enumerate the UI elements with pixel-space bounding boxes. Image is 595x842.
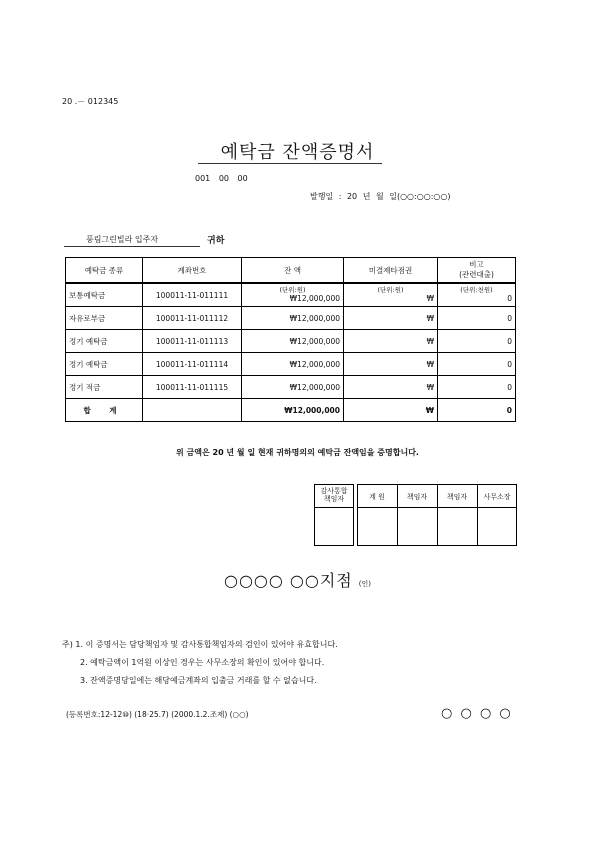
header-note [438,258,516,284]
row-check: ₩ [344,353,438,376]
auditor-label-line1: 감사통합 [320,487,348,495]
recipient-honorific: 귀하 [207,236,225,246]
row-check: ₩ [344,330,438,353]
row-note-cell [438,283,516,307]
row-note: 0 [507,294,512,303]
table-row [66,376,516,399]
table-row [66,330,516,353]
row-balance: ₩12,000,000 [242,307,344,330]
header-note-line2: (관련대출) [459,270,494,279]
row-type: 정기 적금 [66,376,143,399]
title-underline [198,163,382,164]
seal-mark: (인) [358,580,371,588]
registration-footer: (등록번호:12-12⑩) (18·25.7) (2000.1.2.조제) (○○) [66,710,249,719]
row-check: ₩ [344,307,438,330]
approval-col-branch-head: 사무소장 [483,493,511,501]
auditor-label-line2: 책임자 [323,495,345,503]
row-note: 0 [438,307,516,330]
row-type: 정기 예탁금 [66,353,143,376]
page-title: 예탁금 잔액증명서 [220,142,375,163]
total-account-empty [143,399,242,422]
balance-table [65,257,516,422]
balance-unit: (단위:원) [279,286,306,294]
row-account: 100011-11-011114 [143,353,242,376]
issue-date: 발행일 : 20 년 월 일(○○:○○:○○) [310,192,451,201]
row-type: 보통예탁금 [66,283,143,307]
row-balance: ₩12,000,000 [242,376,344,399]
row-type: 정기 예탁금 [66,330,143,353]
header-check: 미결제타점권 [344,258,438,284]
table-row [66,307,516,330]
header-account: 계좌번호 [143,258,242,284]
row-note: 0 [438,353,516,376]
recipient-name: 풍림그린빌라 입주자 [86,235,159,244]
note-1: 주) 1. 이 증명서는 담당책임자 및 감사통합책임자의 검인이 있어야 유효합니다. [62,640,338,649]
balance-table-header [66,258,516,284]
row-note: 0 [438,376,516,399]
header-note-line1: 비고 [469,260,484,269]
approval-col-manager-2: 책임자 [446,493,468,501]
row-account: 100011-11-011111 [143,283,242,307]
table-row [66,353,516,376]
row-check: ₩ [426,294,434,303]
row-balance: ₩12,000,000 [289,294,340,303]
stamp-circles: ○ ○ ○ ○ [441,706,513,721]
header-type: 예탁금 종류 [66,258,143,284]
row-balance-cell [242,283,344,307]
header-balance: 잔 액 [242,258,344,284]
branch-name: ○○○○ ○○지점 [224,571,353,590]
row-balance: ₩12,000,000 [242,330,344,353]
approval-col-clerk: 계 원 [369,493,385,501]
approval-col-manager-1: 책임자 [406,493,428,501]
note-3: 3. 잔액증명당일에는 해당예금계좌의 입출금 거래를 할 수 없습니다. [80,676,317,685]
row-check: ₩ [344,376,438,399]
total-row [66,399,516,422]
note-unit: (단위:천원) [460,286,493,294]
row-account: 100011-11-011112 [143,307,242,330]
row-type: 자유로부금 [66,307,143,330]
total-check: ₩ [344,399,438,422]
row-account: 100011-11-011115 [143,376,242,399]
row-check-cell [344,283,438,307]
row-note: 0 [438,330,516,353]
check-unit: (단위:원) [377,286,404,294]
certification-statement: 위 금액은 20 년 월 일 현재 귀하명의의 예탁금 잔액임을 증명합니다. [176,448,419,457]
approval-box [314,484,517,546]
table-row [66,283,516,307]
auditor-label [314,487,354,503]
total-note: 0 [438,399,516,422]
total-label: 합 계 [66,399,143,422]
branch-signature [0,568,595,591]
total-balance: ₩12,000,000 [242,399,344,422]
row-balance: ₩12,000,000 [242,353,344,376]
note-2: 2. 예탁금액이 1억원 이상인 경우는 사무소장의 확인이 있어야 합니다. [80,658,325,667]
document-code: 001 00 00 [195,174,248,183]
notes-section [62,636,338,690]
document-number: 20 .－ 012345 [62,97,119,106]
row-account: 100011-11-011113 [143,330,242,353]
recipient-underline [64,246,200,247]
